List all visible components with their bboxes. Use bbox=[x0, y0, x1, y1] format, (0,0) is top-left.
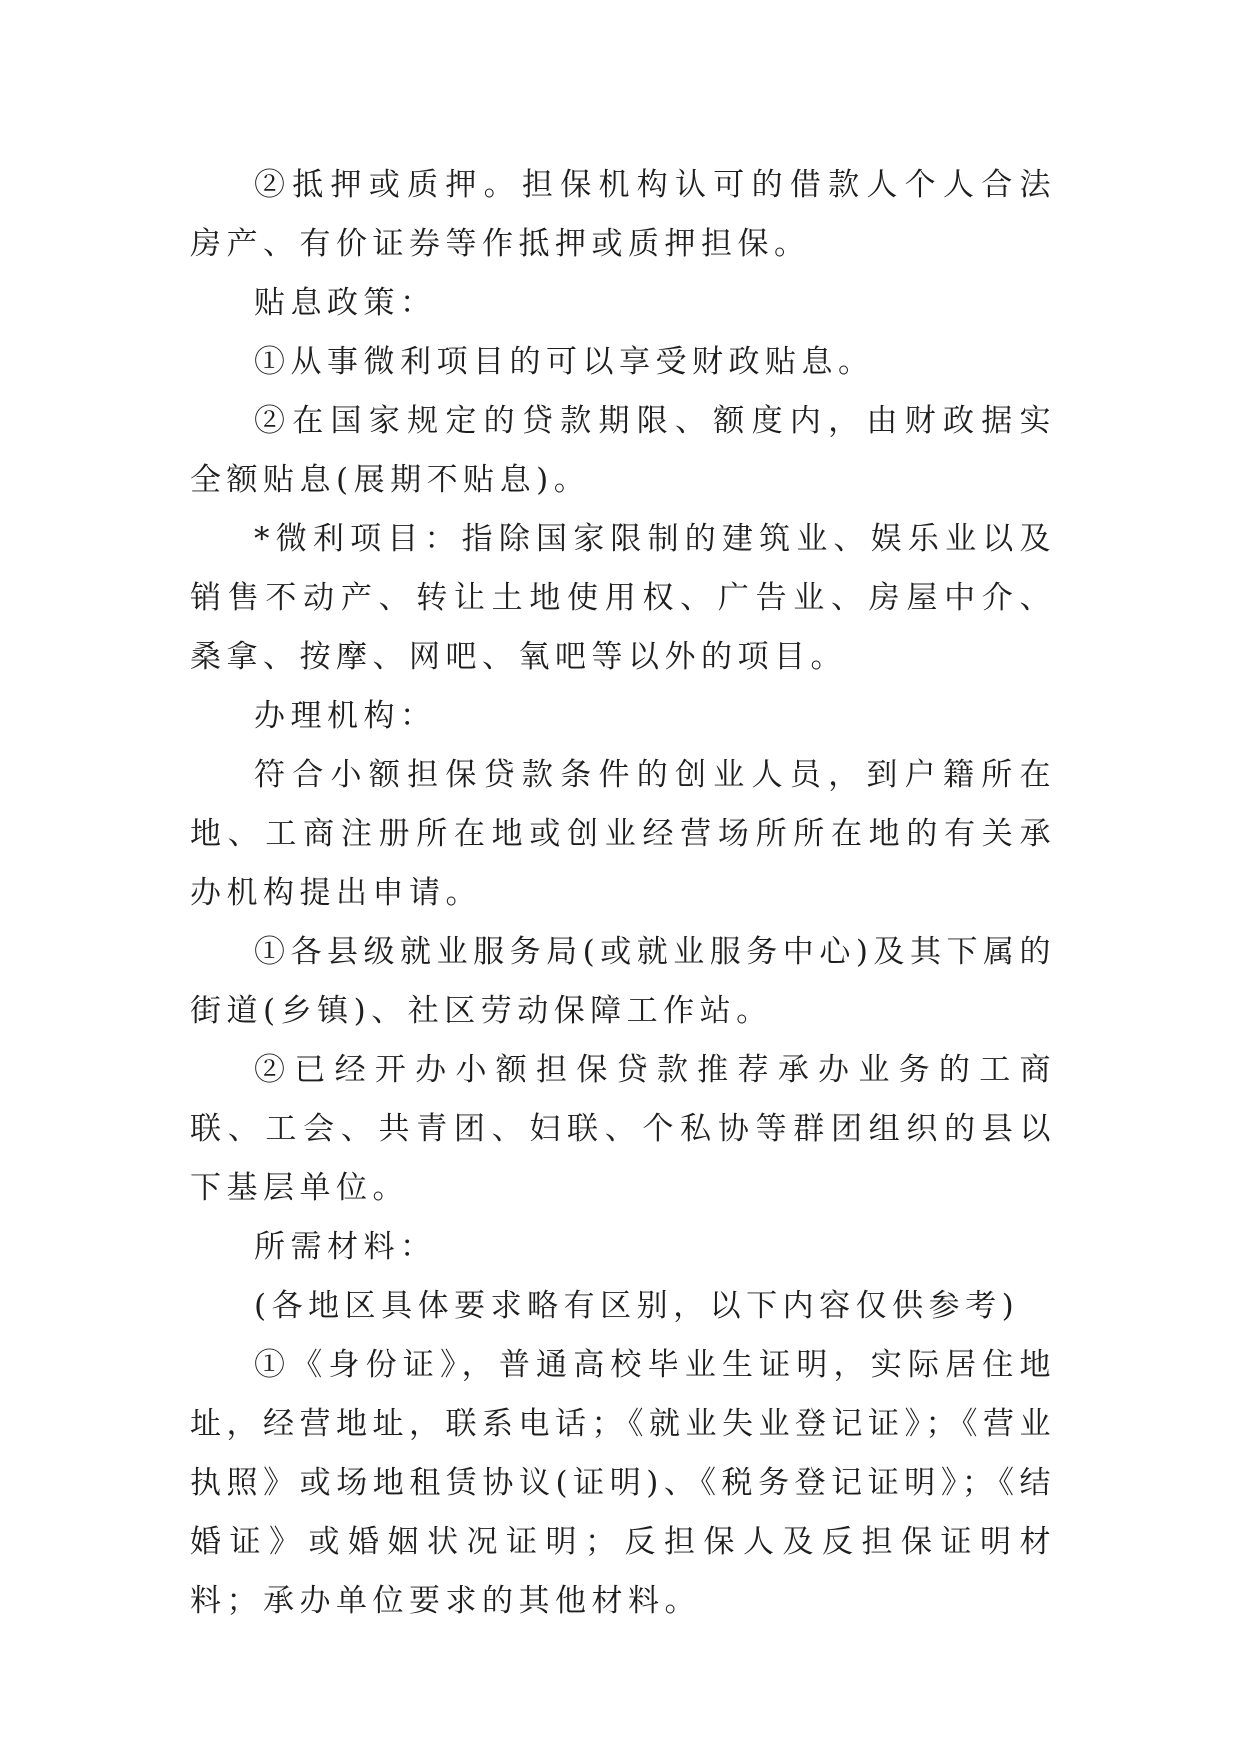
paragraph-materials-item-1: ①《身份证》，普通高校毕业生证明，实际居住地址，经营地址，联系电话；《就业失业登记证》；《营业执照》或场地租赁协议(证明)、《税务登记证明》；《结婚证》或婚姻状况证明；反担保人及反担保证明材料；承办单位要求的其他材料。 bbox=[190, 1347, 1056, 1619]
heading-required-materials: 所需材料： bbox=[254, 1229, 437, 1265]
paragraph-pledge-mortgage: ②抵押或质押。担保机构认可的借款人个人合法房产、有价证券等作抵押或质押担保。 bbox=[190, 167, 1056, 262]
paragraph-institution-item-1: ①各县级就业服务局(或就业服务中心)及其下属的街道(乡镇)、社区劳动保障工作站。 bbox=[190, 934, 1056, 1029]
paragraph-subsidy-item-1: ①从事微利项目的可以享受财政贴息。 bbox=[254, 344, 875, 380]
document-body bbox=[190, 156, 1056, 1631]
paragraph-institution-item-2: ②已经开办小额担保贷款推荐承办业务的工商联、工会、共青团、妇联、个私协等群团组织的县以下基层单位。 bbox=[190, 1052, 1056, 1206]
paragraph-subsidy-item-2: ②在国家规定的贷款期限、额度内，由财政据实全额贴息(展期不贴息)。 bbox=[190, 403, 1056, 498]
heading-interest-subsidy-policy: 贴息政策： bbox=[254, 285, 437, 321]
paragraph-materials-note: (各地区具体要求略有区别，以下内容仅供参考) bbox=[254, 1288, 1020, 1324]
paragraph-low-profit-definition: *微利项目：指除国家限制的建筑业、娱乐业以及销售不动产、转让土地使用权、广告业、房屋中介、桑拿、按摩、网吧、氧吧等以外的项目。 bbox=[190, 521, 1056, 675]
paragraph-application-location: 符合小额担保贷款条件的创业人员，到户籍所在地、工商注册所在地或创业经营场所所在地的有关承办机构提出申请。 bbox=[190, 757, 1056, 911]
heading-handling-institutions: 办理机构： bbox=[254, 698, 437, 734]
